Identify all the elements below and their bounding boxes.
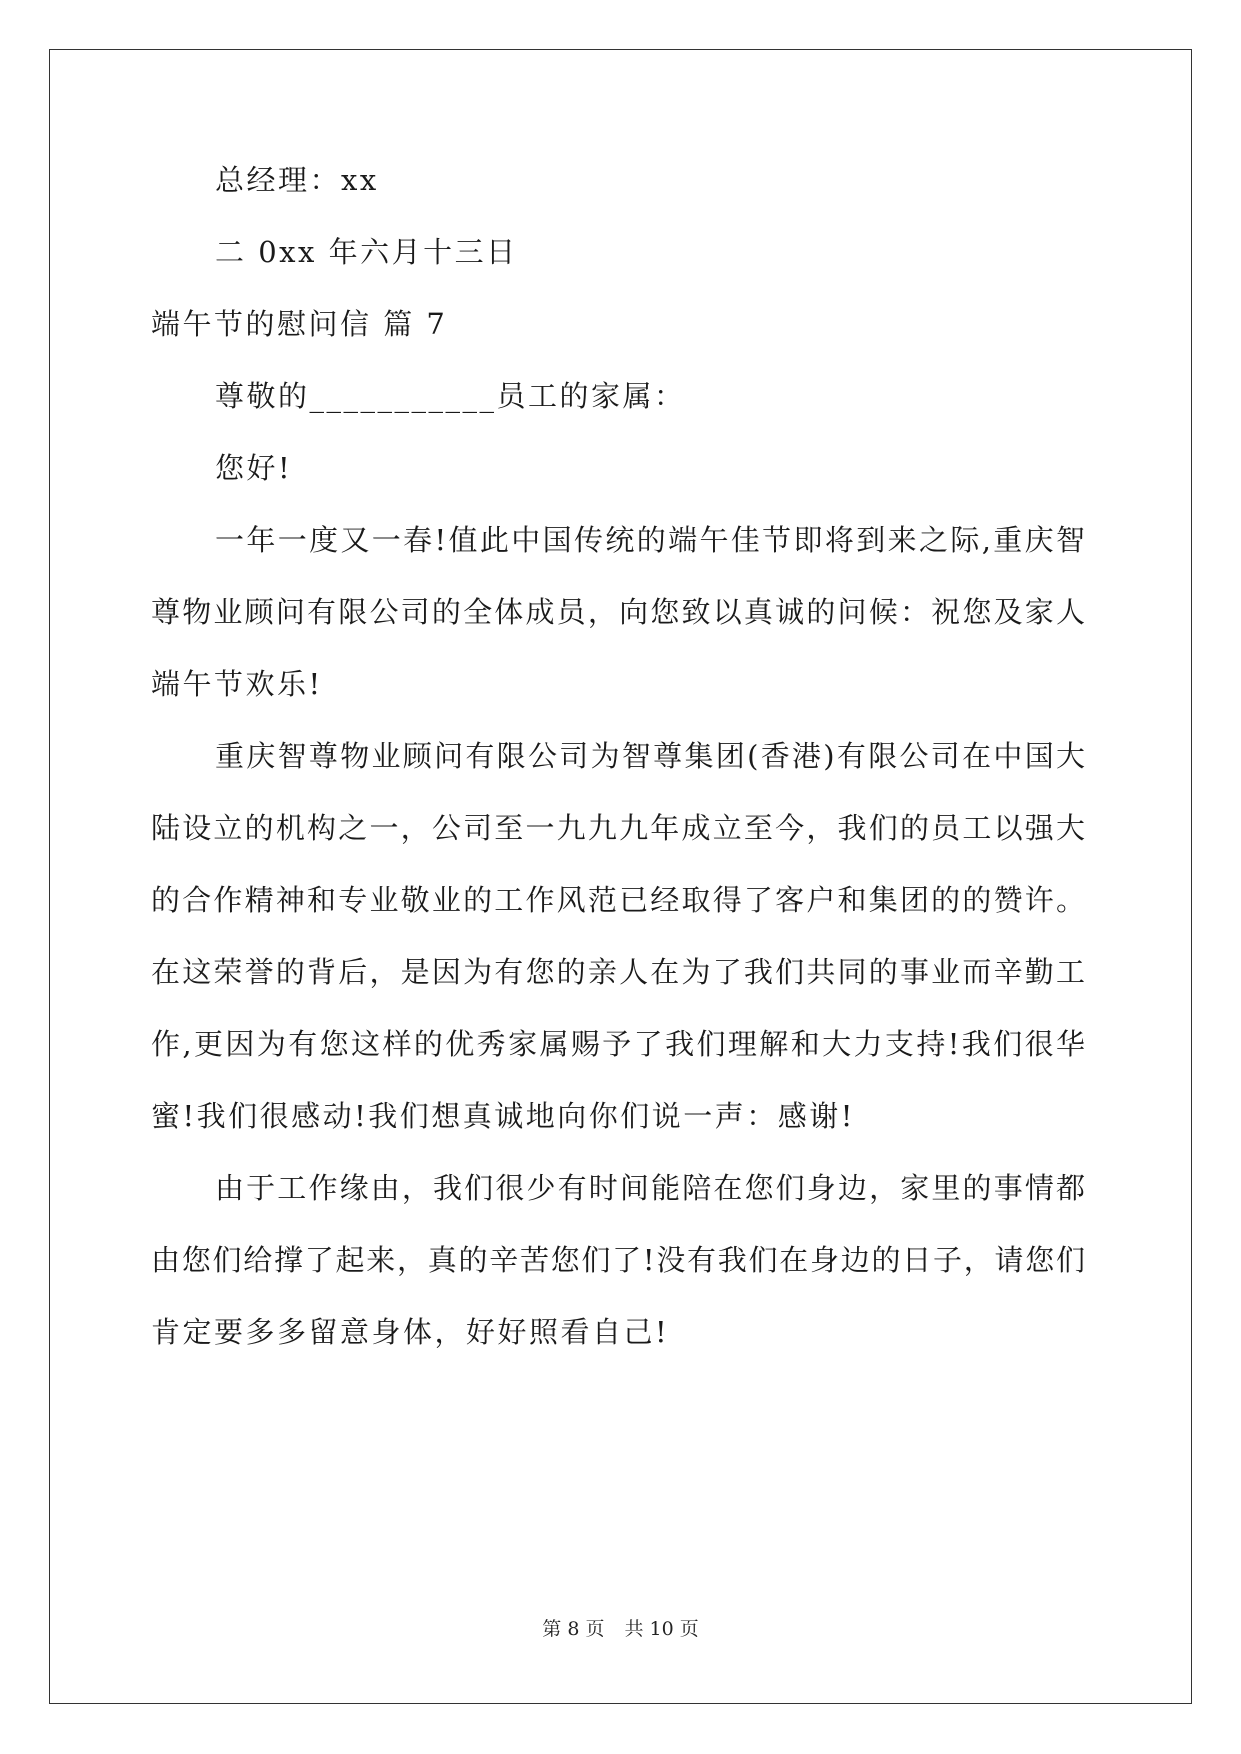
- paragraph-line: 由您们给撑了起来，真的辛苦您们了!没有我们在身边的日子，请您们: [151, 1243, 1085, 1277]
- greeting: 您好!: [215, 451, 293, 485]
- paragraph-line: 陆设立的机构之一，公司至一九九九年成立至今，我们的员工以强大: [151, 811, 1085, 845]
- paragraph-line: 在这荣誉的背后，是因为有您的亲人在为了我们共同的事业而辛勤工: [151, 955, 1085, 989]
- paragraph-line: 重庆智尊物业顾问有限公司为智尊集团(香港)有限公司在中国大: [215, 739, 1085, 773]
- salutation: 尊敬的___________员工的家属：: [215, 379, 686, 413]
- paragraph-line: 蜜!我们很感动!我们想真诚地向你们说一声：感谢!: [151, 1099, 855, 1133]
- paragraph-line: 一年一度又一春!值此中国传统的端午佳节即将到来之际,重庆智: [215, 523, 1085, 557]
- paragraph-line: 尊物业顾问有限公司的全体成员，向您致以真诚的问候：祝您及家人: [151, 595, 1085, 629]
- signature-title: 总经理：xx: [215, 163, 379, 197]
- section-heading: 端午节的慰问信 篇 7: [151, 307, 448, 341]
- paragraph-line: 的合作精神和专业敬业的工作风范已经取得了客户和集团的的赞许。: [151, 883, 1085, 917]
- paragraph-line: 端午节欢乐!: [151, 667, 323, 701]
- page-footer: [0, 1617, 1241, 1641]
- paragraph-line: 由于工作缘由，我们很少有时间能陪在您们身边，家里的事情都: [215, 1171, 1085, 1205]
- paragraph-line: 作,更因为有您这样的优秀家属赐予了我们理解和大力支持!我们很华: [151, 1027, 1085, 1061]
- signature-date: 二 0xx 年六月十三日: [215, 235, 518, 269]
- page-border: [49, 49, 1192, 1704]
- page-total: 共 10 页: [624, 1618, 699, 1640]
- page-number: 第 8 页: [542, 1618, 605, 1640]
- paragraph-line: 肯定要多多留意身体，好好照看自己!: [151, 1315, 670, 1349]
